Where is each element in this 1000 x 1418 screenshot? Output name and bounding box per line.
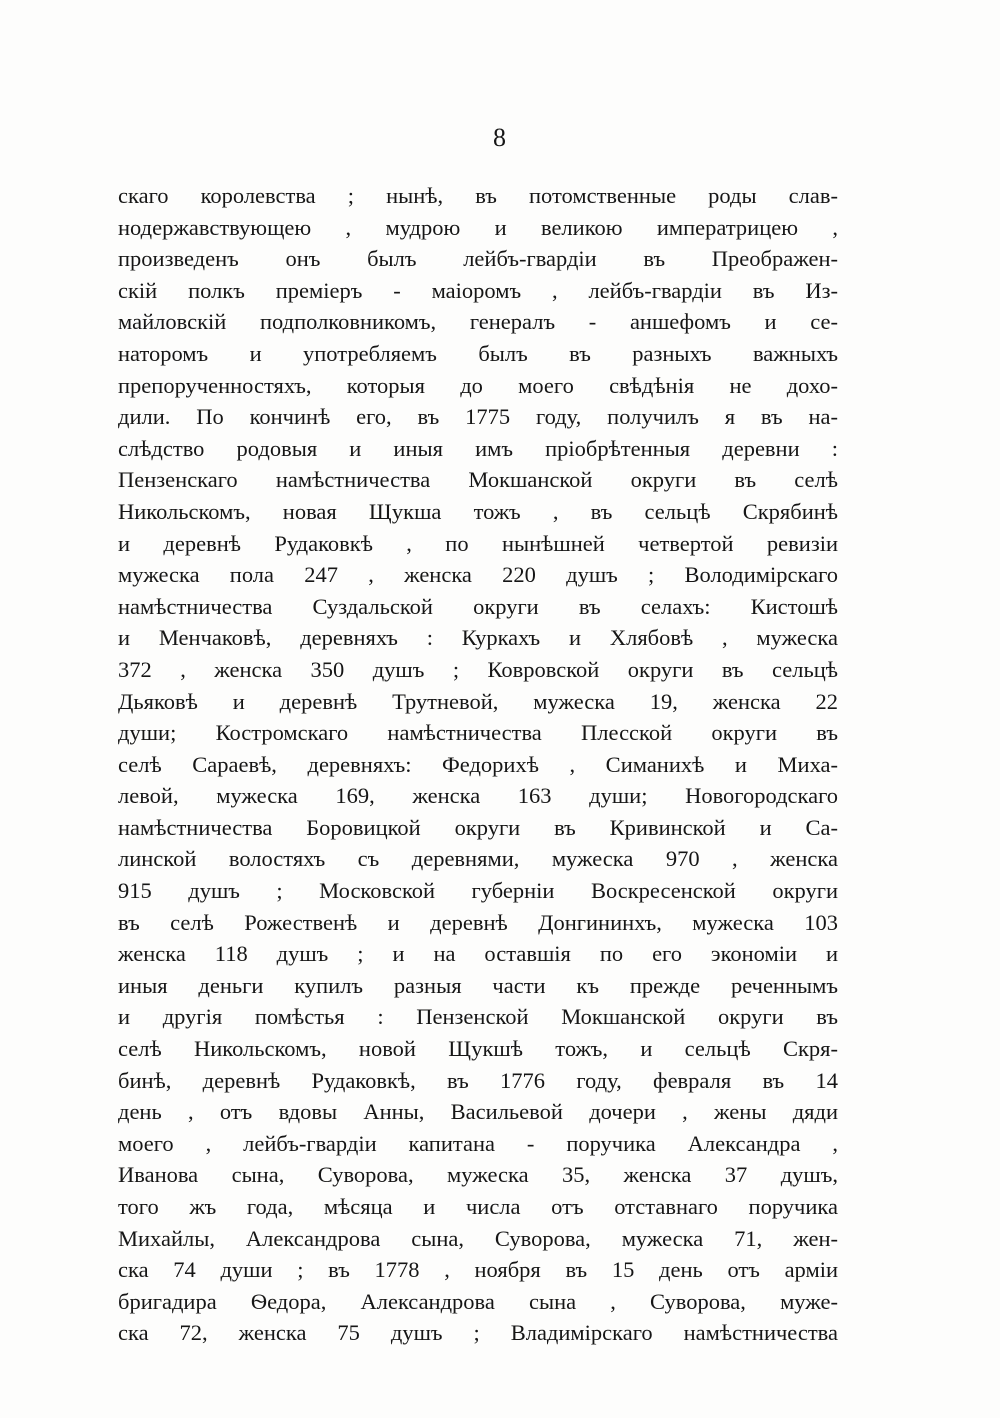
text-line: дили. По кончинѣ его, въ 1775 году, получилъ я въ на-	[118, 404, 838, 430]
text-line: селѣ Сараевѣ, деревняхъ: Федорихѣ , Симанихѣ и Миха-	[118, 751, 838, 777]
text-line: 915 душъ ; Московской губерніи Воскресенской округи	[118, 878, 838, 904]
text-line: бинѣ, деревнѣ Рудаковкѣ, въ 1776 году, февраля въ 14	[118, 1067, 838, 1093]
text-line: женска 118 душъ ; и на оставшія по его экономіи и	[118, 941, 838, 967]
text-line: намѣстничества Суздальской округи въ селахъ: Кистошѣ	[118, 593, 838, 619]
text-line: и Менчаковѣ, деревняхъ : Куркахъ и Хлябовѣ , мужеска	[118, 625, 838, 651]
body-text	[118, 180, 838, 1349]
text-line: моего , лейбъ-гвардіи капитана - поручика Александра ,	[118, 1130, 838, 1156]
text-line: Иванова сына, Суворова, мужеска 35, женска 37 душъ,	[118, 1162, 838, 1188]
text-line: препорученностяхъ, которыя до моего свѣдѣнія не дохо-	[118, 372, 838, 398]
text-line: произведенъ онъ былъ лейбъ-гвардіи въ Преображен-	[118, 246, 838, 272]
text-line: намѣстничества Боровицкой округи въ Кривинской и Са-	[118, 814, 838, 840]
text-line: и другія помѣстья : Пензенской Мокшанской округи въ	[118, 1004, 838, 1030]
text-line: Михайлы, Александрова сына, Суворова, мужеска 71, жен-	[118, 1225, 838, 1251]
text-line: ска 72, женска 75 душъ ; Владимірскаго намѣстничества	[118, 1320, 838, 1346]
text-line: линской волостяхъ съ деревнями, мужеска 970 , женска	[118, 846, 838, 872]
text-line: и деревнѣ Рудаковкѣ , по нынѣшней четвертой ревизіи	[118, 530, 838, 556]
text-line: скій полкъ премiеръ - маіоромъ , лейбъ-гвардіи въ Из-	[118, 277, 838, 303]
text-line: души; Костромскаго намѣстничества Плесской округи въ	[118, 720, 838, 746]
text-line: Дьяковѣ и деревнѣ Трутневой, мужеска 19, женска 22	[118, 688, 838, 714]
text-line: слѣдство родовыя и иныя имъ пріобрѣтенныя деревни :	[118, 435, 838, 461]
text-line: ска 74 души ; въ 1778 , ноября въ 15 день отъ арміи	[118, 1257, 838, 1283]
text-line: въ селѣ Рожественѣ и деревнѣ Донгининхъ, мужеска 103	[118, 909, 838, 935]
text-line: иныя деньги купилъ разныя части къ прежде реченнымъ	[118, 972, 838, 998]
text-line: майловскій подполковникомъ, генералъ - аншефомъ и се-	[118, 309, 838, 335]
text-line: левой, мужеска 169, женска 163 души; Новогородскаго	[118, 783, 838, 809]
text-line: того жъ года, мѣсяца и числа отъ отставнаго поручика	[118, 1194, 838, 1219]
text-line: 372 , женска 350 душъ ; Ковровской округи въ сельцѣ	[118, 656, 838, 682]
text-line: скаго королевства ; нынѣ, въ потомственные роды слав-	[118, 183, 838, 208]
page-number: 8	[493, 123, 507, 152]
text-line: Никольскомъ, новая Щукша тожъ , въ сельцѣ Скрябинѣ	[118, 498, 838, 524]
text-line: бригадира Ѳедора, Александрова сына , Суворова, муже-	[118, 1288, 838, 1314]
text-line: нодержавствующею , мудрою и великою императрицею ,	[118, 214, 838, 240]
text-line: селѣ Никольскомъ, новой Щукшѣ тожъ, и сельцѣ Скря-	[118, 1036, 838, 1062]
text-line: день , отъ вдовы Анны, Васильевой дочери , жены дяди	[118, 1099, 838, 1125]
text-line: наторомъ и употребляемъ былъ въ разныхъ важныхъ	[118, 340, 838, 366]
text-line: мужеска пола 247 , женска 220 душъ ; Володимірскаго	[118, 562, 838, 588]
text-line: Пензенскаго намѣстничества Мокшанской округи въ селѣ	[118, 467, 838, 493]
